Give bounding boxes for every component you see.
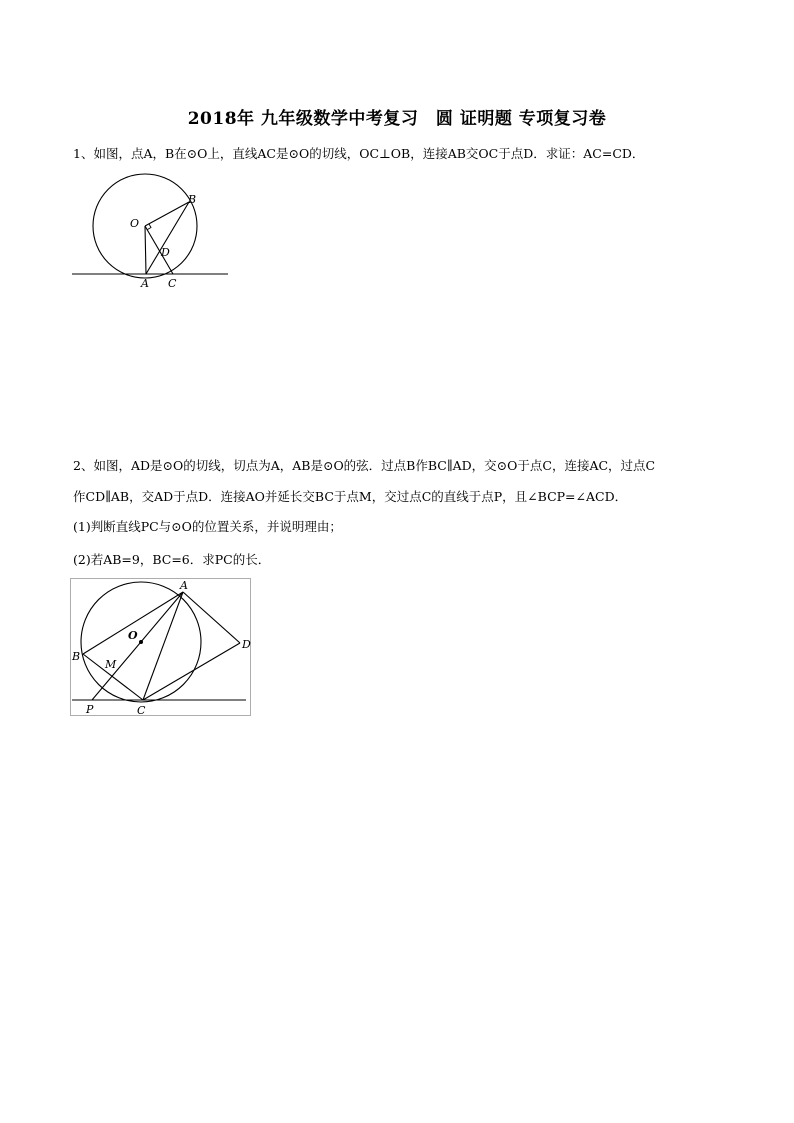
question-2-part-2: (2)若AB=9，BC=6．求PC的长． (73, 552, 271, 567)
page-title: 2018年 九年级数学中考复习 圆 证明题 专项复习卷 (187, 109, 607, 129)
figure-frame (71, 579, 251, 716)
center-dot (139, 640, 143, 644)
question-1-text: 1、如图，点A，B在⊙O上，直线AC是⊙O的切线，OC⊥OB，连接AB交OC于点D．求证：AC=CD． (73, 146, 645, 161)
segment-ac (143, 592, 183, 700)
question-1-figure (70, 178, 230, 293)
question-2-part-1: (1)判断直线PC与⊙O的位置关系，并说明理由； (73, 519, 342, 534)
label-d: D (242, 638, 251, 651)
label-c: C (168, 277, 177, 290)
label-c: C (137, 704, 146, 717)
question-2-line-2: 作CD∥AB，交AD于点D．连接AO并延长交BC于点M，交过点C的直线于点P，且∠BCP=∠ACD． (73, 489, 628, 504)
label-b: B (188, 193, 197, 206)
label-o: O (128, 629, 138, 642)
label-a: A (180, 579, 188, 592)
label-m: M (105, 658, 117, 671)
label-a: A (141, 277, 149, 290)
label-b: B (72, 650, 81, 663)
label-p: P (86, 703, 94, 716)
segment-cd (143, 643, 240, 700)
question-2-line-1: 2、如图，AD是⊙O的切线，切点为A，AB是⊙O的弦．过点B作BC∥AD，交⊙O于点C，连接AC，过点C (73, 458, 656, 473)
label-o: O (130, 217, 140, 230)
segment-ad (183, 592, 240, 643)
label-d: D (161, 246, 170, 259)
question-2-figure (70, 578, 252, 718)
line-ap (92, 592, 183, 700)
segment-ab (83, 592, 183, 654)
segment-oa (145, 226, 146, 274)
